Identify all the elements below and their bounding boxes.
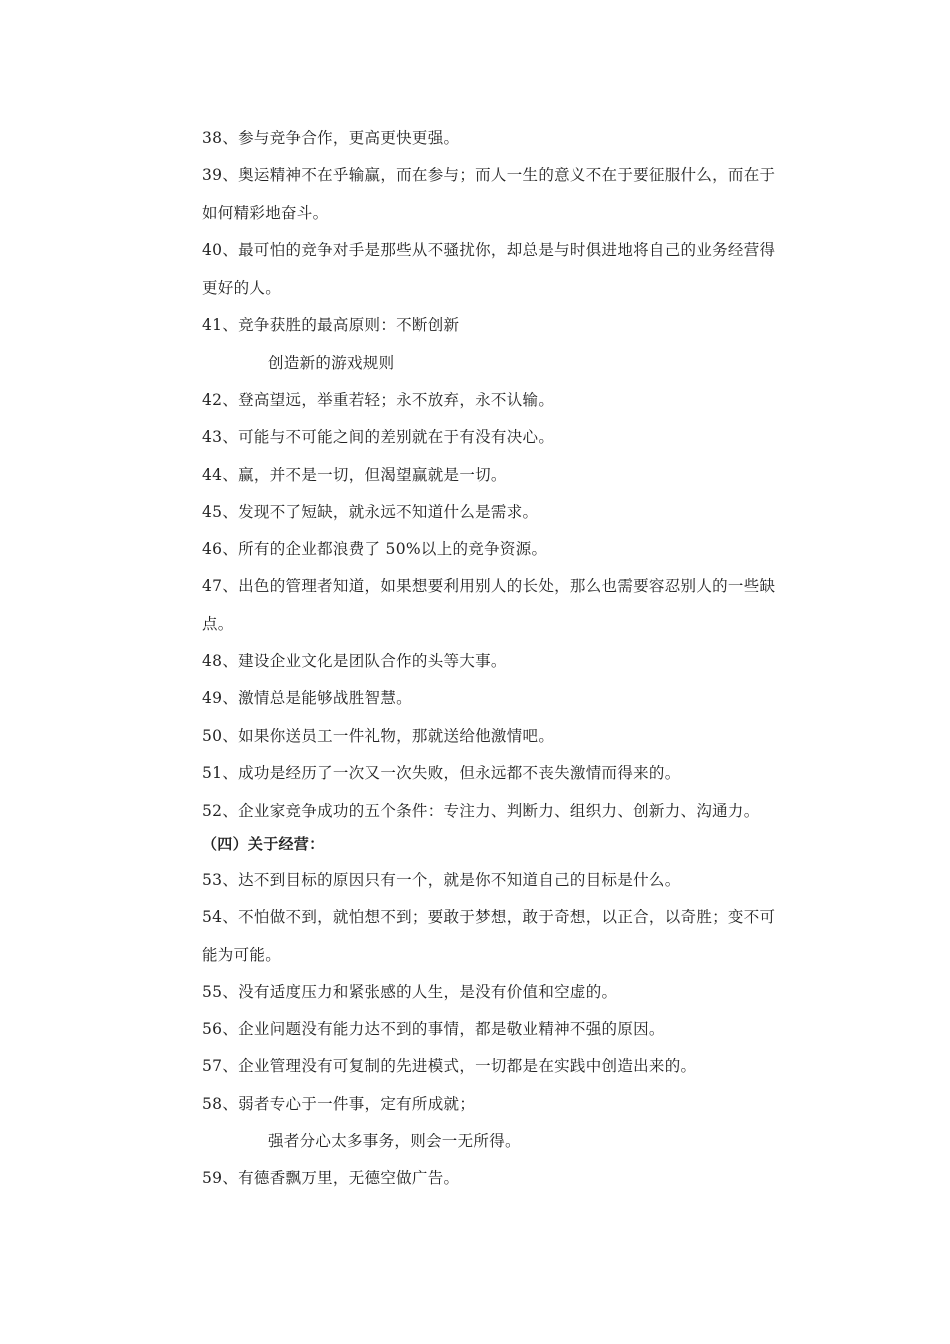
item-49-line-1: 49、激情总是能够战胜智慧。 <box>202 689 412 707</box>
item-56-line-1: 56、企业问题没有能力达不到的事情，都是敬业精神不强的原因。 <box>202 1020 665 1038</box>
item-47-line-1: 47、出色的管理者知道，如果想要利用别人的长处，那么也需要容忍别人的一些缺 <box>202 577 776 595</box>
item-41-line-1: 41、竞争获胜的最高原则：不断创新 <box>202 316 460 334</box>
item-41-line-2: 创造新的游戏规则 <box>268 354 395 372</box>
item-48-line-1: 48、建设企业文化是团队合作的头等大事。 <box>202 652 507 670</box>
item-55-line-1: 55、没有适度压力和紧张感的人生，是没有价值和空虚的。 <box>202 983 618 1001</box>
item-43-line-1: 43、可能与不可能之间的差别就在于有没有决心。 <box>202 428 555 446</box>
item-45-line-1: 45、发现不了短缺，就永远不知道什么是需求。 <box>202 503 539 521</box>
section-heading: （四）关于经营： <box>202 835 325 853</box>
item-51-line-1: 51、成功是经历了一次又一次失败，但永远都不丧失激情而得来的。 <box>202 764 681 782</box>
item-44-line-1: 44、赢，并不是一切，但渴望赢就是一切。 <box>202 466 507 484</box>
item-58-line-1: 58、弱者专心于一件事，定有所成就； <box>202 1095 476 1113</box>
item-47-line-2: 点。 <box>202 615 234 633</box>
item-57-line-1: 57、企业管理没有可复制的先进模式，一切都是在实践中创造出来的。 <box>202 1057 697 1075</box>
item-39-line-1: 39、奥运精神不在乎输赢，而在参与；而人一生的意义不在于要征服什么，而在于 <box>202 166 776 184</box>
item-59-line-1: 59、有德香飘万里，无德空做广告。 <box>202 1169 460 1187</box>
item-39-line-2: 如何精彩地奋斗。 <box>202 204 329 222</box>
item-40-line-1: 40、最可怕的竞争对手是那些从不骚扰你，却总是与时俱进地将自己的业务经营得 <box>202 241 776 259</box>
item-54-line-1: 54、不怕做不到，就怕想不到；要敢于梦想，敢于奇想，以正合，以奇胜；变不可 <box>202 908 776 926</box>
item-58-line-2: 强者分心太多事务，则会一无所得。 <box>268 1132 521 1150</box>
item-38-line-1: 38、参与竞争合作，更高更快更强。 <box>202 129 460 147</box>
item-53-line-1: 53、达不到目标的原因只有一个，就是你不知道自己的目标是什么。 <box>202 871 681 889</box>
item-46-line-1: 46、所有的企业都浪费了 50%以上的竞争资源。 <box>202 540 548 558</box>
item-52-line-1: 52、企业家竞争成功的五个条件：专注力、判断力、组织力、创新力、沟通力。 <box>202 802 760 820</box>
item-50-line-1: 50、如果你送员工一件礼物，那就送给他激情吧。 <box>202 727 555 745</box>
item-42-line-1: 42、登高望远，举重若轻；永不放弃，永不认输。 <box>202 391 555 409</box>
item-54-line-2: 能为可能。 <box>202 946 282 964</box>
item-40-line-2: 更好的人。 <box>202 279 282 297</box>
